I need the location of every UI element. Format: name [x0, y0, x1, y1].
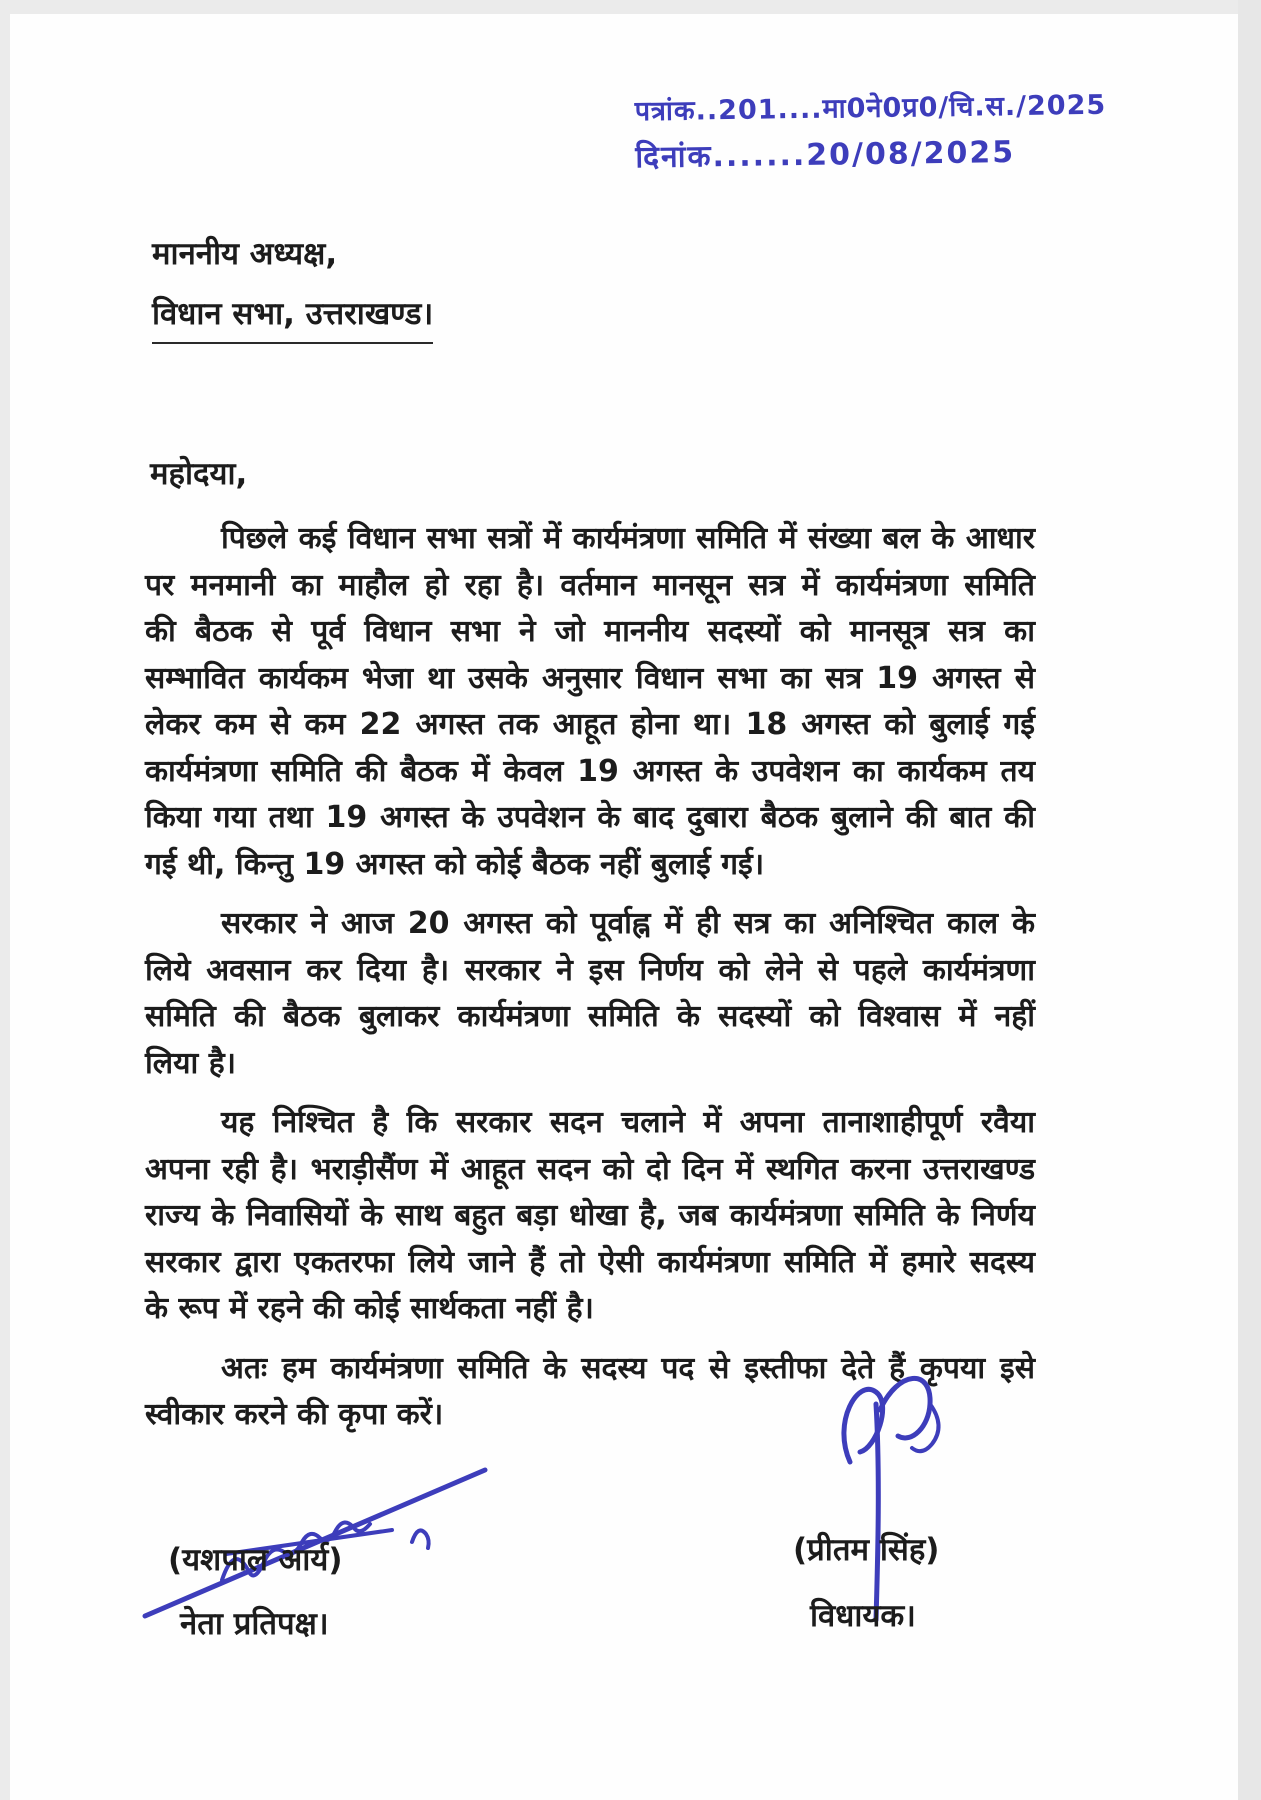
letter-line: पर मनमानी का माहौल हो रहा है। वर्तमान मानसून सत्र में कार्यमंत्रणा समिति — [145, 567, 1035, 603]
letter-line: राज्य के निवासियों के साथ बहुत बड़ा धोखा है, जब कार्यमंत्रणा समिति के निर्णय — [145, 1198, 1035, 1233]
letter-line: सरकार द्वारा एकतरफा लिये जाने हैं तो ऐसी कार्यमंत्रणा समिति में हमारे सदस्य — [145, 1244, 1035, 1280]
paragraph — [145, 1346, 1035, 1439]
paragraph — [145, 516, 1035, 888]
letter-body — [145, 516, 1035, 1452]
letter-line: सम्भावित कार्यकम भेजा था उसके अनुसार विधान सभा का सत्र 19 अगस्त से — [145, 660, 1035, 696]
salutation: महोदया, — [150, 456, 248, 492]
scan-edge-top — [0, 0, 1261, 14]
letter-line: लिया है। — [145, 1045, 237, 1081]
addressee-name: माननीय अध्यक्ष, — [152, 236, 338, 272]
letter-ref-number: पत्रांक..201....मा0ने0प्र0/चि.स./2025 — [634, 89, 1107, 128]
letter-line: यह निश्चित है कि सरकार सदन चलाने में अपना तानाशाहीपूर्ण रवैया — [221, 1105, 1035, 1140]
letter-line: सरकार ने आज 20 अगस्त को पूर्वाह्न में ही सत्र का अनिश्चित काल के — [221, 906, 1035, 941]
letter-line: कार्यमंत्रणा समिति की बैठक में केवल 19 अगस्त के उपवेशन का कार्यकम तय — [145, 753, 1035, 789]
letter-line: किया गया तथा 19 अगस्त के उपवेशन के बाद दुबारा बैठक बुलाने की बात की — [145, 800, 1035, 835]
paragraph — [145, 901, 1035, 1087]
paragraph — [145, 1100, 1035, 1333]
letter-line: स्वीकार करने की कृपा करें। — [145, 1397, 444, 1432]
scan-edge-right — [1238, 0, 1261, 1800]
letter-line: पिछले कई विधान सभा सत्रों में कार्यमंत्रणा समिति में संख्या बल के आधार — [221, 521, 1035, 556]
letter-line: लेकर कम से कम 22 अगस्त तक आहूत होना था। 18 अगस्त को बुलाई गई — [145, 707, 1035, 742]
addressee-org: विधान सभा, उत्तराखण्ड। — [152, 292, 433, 344]
letter-line: गई थी, किन्तु 19 अगस्त को कोई बैठक नहीं बुलाई गई। — [145, 846, 765, 882]
signatory-name-left: (यशपाल आर्य) — [168, 1542, 343, 1578]
letter-line: लिये अवसान कर दिया है। सरकार ने इस निर्णय को लेने से पहले कार्यमंत्रणा — [145, 952, 1035, 988]
letter-line: अतः हम कार्यमंत्रणा समिति के सदस्य पद से इस्तीफा देते हैं कृपया इसे — [221, 1350, 1035, 1386]
handwritten-header — [634, 83, 1107, 182]
letter-date: दिनांक.......20/08/2025 — [635, 134, 1016, 176]
scan-edge-left — [0, 0, 10, 1800]
signatory-title-left: नेता प्रतिपक्ष। — [180, 1606, 329, 1642]
letter-line: समिति की बैठक बुलाकर कार्यमंत्रणा समिति के सदस्यों को विश्वास में नहीं — [145, 999, 1035, 1034]
signatory-name-right: (प्रीतम सिंह) — [793, 1532, 940, 1568]
letter-line: अपना रही है। भराड़ीसैंण में आहूत सदन को दो दिन में स्थगित करना उत्तराखण्ड — [145, 1151, 1035, 1187]
letter-line: के रूप में रहने की कोई सार्थकता नहीं है। — [145, 1291, 594, 1326]
letter-line: की बैठक से पूर्व विधान सभा ने जो माननीय सदस्यों को मानसूत्र सत्र का — [145, 614, 1035, 649]
signatory-title-right: विधायक। — [810, 1598, 916, 1634]
